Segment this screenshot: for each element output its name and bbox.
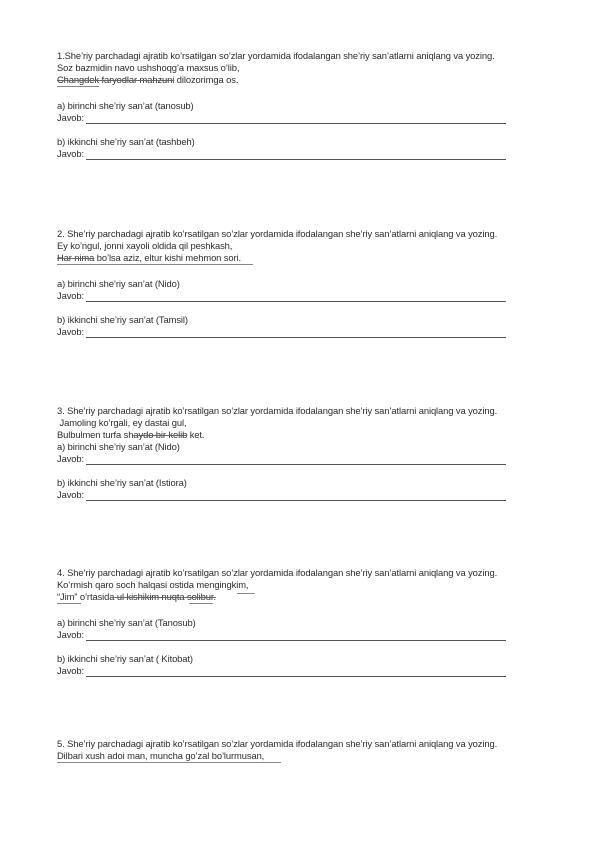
task-3-highlight: aydo bir kelib — [133, 429, 188, 440]
task-1-highlight: Changdek faryodlar mahzuni — [57, 74, 175, 85]
task-3-b-label: b) ikkinchi she’riy san’at (Istiora) — [57, 477, 187, 488]
task-4-b-answer[interactable]: Javob: — [57, 665, 537, 677]
answer-blank[interactable] — [86, 668, 506, 677]
task-4-question: 4. She’riy parchadagi ajratib ko’rsatilgan so’zlar yordamida ifodalangan she’riy san’atlarni aniqlang va yozing. — [57, 567, 498, 578]
task-2-rule — [57, 264, 537, 270]
task-3-question: 3. She’riy parchadagi ajratib ko’rsatilgan so’zlar yordamida ifodalangan she’riy san’atlarni aniqlang va yozing. — [57, 405, 498, 416]
answer-blank[interactable] — [86, 151, 506, 160]
answer-blank[interactable] — [86, 115, 506, 124]
task-1-b-label: b) ikkinchi she’riy san’at (tashbeh) — [57, 136, 195, 147]
task-1 — [57, 50, 537, 160]
task-3-a-answer[interactable]: Javob: — [57, 453, 537, 465]
task-5-verse-1: Dilbari xush adoi man, muncha go’zal bo’lurmusan, — [57, 750, 265, 761]
task-4-rule — [57, 603, 537, 609]
task-3-b-answer[interactable]: Javob: — [57, 489, 537, 501]
task-2-highlight: Har nima — [57, 252, 95, 263]
task-4-verse-2: “Jim” o’rtasida ul kishikim nuqta solibur. — [57, 591, 216, 602]
answer-blank[interactable] — [86, 329, 506, 338]
task-1-question: 1.She’riy parchadagi ajratib ko’rsatilgan so’zlar yordamida ifodalangan she’riy san’atlarni aniqlang va yozing. — [57, 50, 495, 61]
task-4 — [57, 567, 537, 677]
task-2 — [57, 228, 537, 338]
task-5-rule — [57, 762, 537, 768]
task-1-a-answer[interactable]: Javob: — [57, 112, 537, 124]
task-2-verse-2: Har nima bo’lsa aziz, eltur kishi mehmon sori. — [57, 252, 242, 263]
task-3-verse-1: Jamoling ko’rgali, ey dastai gul, — [57, 417, 187, 428]
task-5-question: 5. She’riy parchadagi ajratib ko’rsatilgan so’zlar yordamida ifodalangan she’riy san’atlarni aniqlang va yozing. — [57, 738, 498, 749]
task-4-highlight: ul kishikim nuqta solibur. — [114, 591, 216, 602]
task-5 — [57, 738, 537, 768]
task-1-verse-2: Changdek faryodlar mahzuni dilozorimga os. — [57, 74, 239, 85]
answer-blank[interactable] — [86, 492, 506, 501]
answer-blank[interactable] — [86, 632, 506, 641]
task-2-a-label: a) birinchi she’riy san’at (Nido) — [57, 278, 180, 289]
task-1-verse-1: Soz bazmidin navo ushshoqg’a maxsus o’lib, — [57, 62, 240, 73]
task-3-verse-2: Bulbulmen turfa shaydo bir kelib ket. — [57, 429, 205, 440]
task-4-verse-1: Ko’rmish qaro soch halqasi ostida mengingkim, — [57, 579, 249, 590]
answer-blank[interactable] — [86, 456, 506, 465]
task-4-b-label: b) ikkinchi she’riy san’at ( Kitobat) — [57, 653, 193, 664]
task-1-a-label: a) birinchi she’riy san’at (tanosub) — [57, 100, 194, 111]
answer-blank[interactable] — [86, 293, 506, 302]
task-4-a-label: a) birinchi she’riy san’at (Tanosub) — [57, 617, 196, 628]
task-3 — [57, 405, 537, 501]
task-1-b-answer[interactable]: Javob: — [57, 148, 537, 160]
task-2-a-answer[interactable]: Javob: — [57, 290, 537, 302]
task-4-a-answer[interactable]: Javob: — [57, 629, 537, 641]
task-1-rule — [57, 86, 537, 92]
task-2-b-answer[interactable]: Javob: — [57, 326, 537, 338]
task-3-a-label: a) birinchi she’riy san’at (Nido) — [57, 441, 180, 452]
task-2-verse-1: Ey ko’ngul, jonni xayoli oldida qil peshkash, — [57, 240, 233, 251]
task-2-b-label: b) ikkinchi she’riy san’at (Tamsil) — [57, 314, 188, 325]
task-2-question: 2. She’riy parchadagi ajratib ko’rsatilgan so’zlar yordamida ifodalangan she’riy san’atlarni aniqlang va yozing. — [57, 228, 498, 239]
